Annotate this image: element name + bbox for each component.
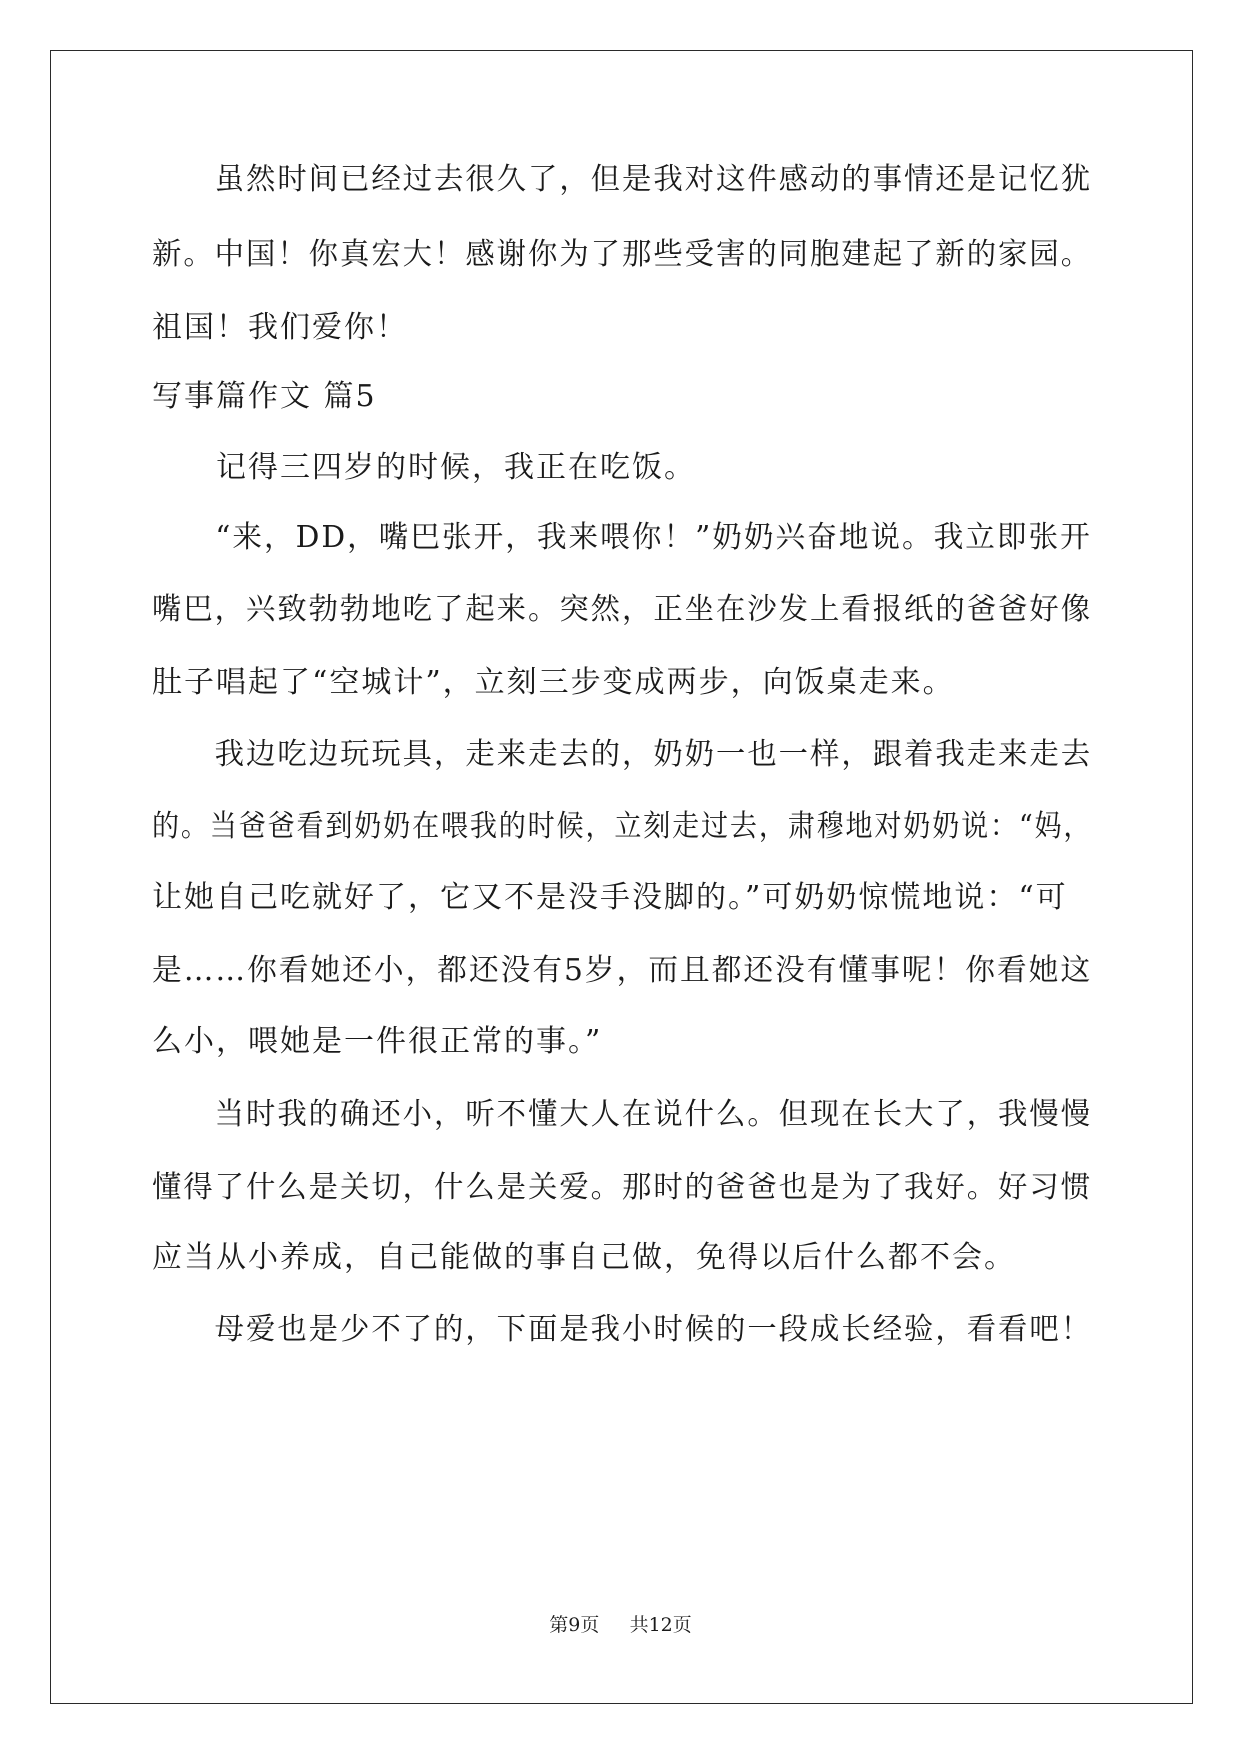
paragraph-line: 当时我的确还小，听不懂大人在说什么。但现在长大了，我慢慢: [152, 1097, 1093, 1132]
page-number: 第9页: [549, 1614, 600, 1636]
paragraph-line: 应当从小养成，自己能做的事自己做，免得以后什么都不会。: [152, 1240, 1016, 1275]
paragraph-line: 让她自己吃就好了，它又不是没手没脚的。”可奶奶惊慌地说：“可: [152, 880, 1068, 915]
section-heading: 写事篇作文 篇5: [152, 379, 377, 414]
paragraph-line: 祖国！我们爱你！: [152, 310, 408, 345]
page-border: [50, 50, 1193, 1704]
paragraph-line: 肚子唱起了“空城计”，立刻三步变成两步，向饭桌走来。: [152, 665, 955, 700]
paragraph-line: 母爱也是少不了的，下面是我小时候的一段成长经验，看看吧！: [152, 1312, 1093, 1347]
page-total: 共12页: [629, 1614, 692, 1636]
paragraph-line: 嘴巴，兴致勃勃地吃了起来。突然，正坐在沙发上看报纸的爸爸好像: [152, 592, 1093, 627]
page-footer: [0, 1613, 1241, 1637]
paragraph-line: 虽然时间已经过去很久了，但是我对这件感动的事情还是记忆犹: [152, 162, 1093, 197]
paragraph-line: 新。中国！你真宏大！感谢你为了那些受害的同胞建起了新的家园。: [152, 237, 1093, 272]
paragraph-line: 的。当爸爸看到奶奶在喂我的时候，立刻走过去，肃穆地对奶奶说：“妈，: [152, 809, 1093, 844]
paragraph-line: 记得三四岁的时候，我正在吃饭。: [152, 450, 696, 485]
paragraph-line: 是……你看她还小，都还没有5岁，而且都还没有懂事呢！你看她这: [152, 953, 1093, 988]
paragraph-line: 懂得了什么是关切，什么是关爱。那时的爸爸也是为了我好。好习惯: [152, 1170, 1093, 1205]
paragraph-line: 么小，喂她是一件很正常的事。”: [152, 1024, 603, 1059]
paragraph-line: “来，DD，嘴巴张开，我来喂你！”奶奶兴奋地说。我立即张开: [152, 520, 1092, 555]
paragraph-line: 我边吃边玩玩具，走来走去的，奶奶一也一样，跟着我走来走去: [152, 737, 1093, 772]
